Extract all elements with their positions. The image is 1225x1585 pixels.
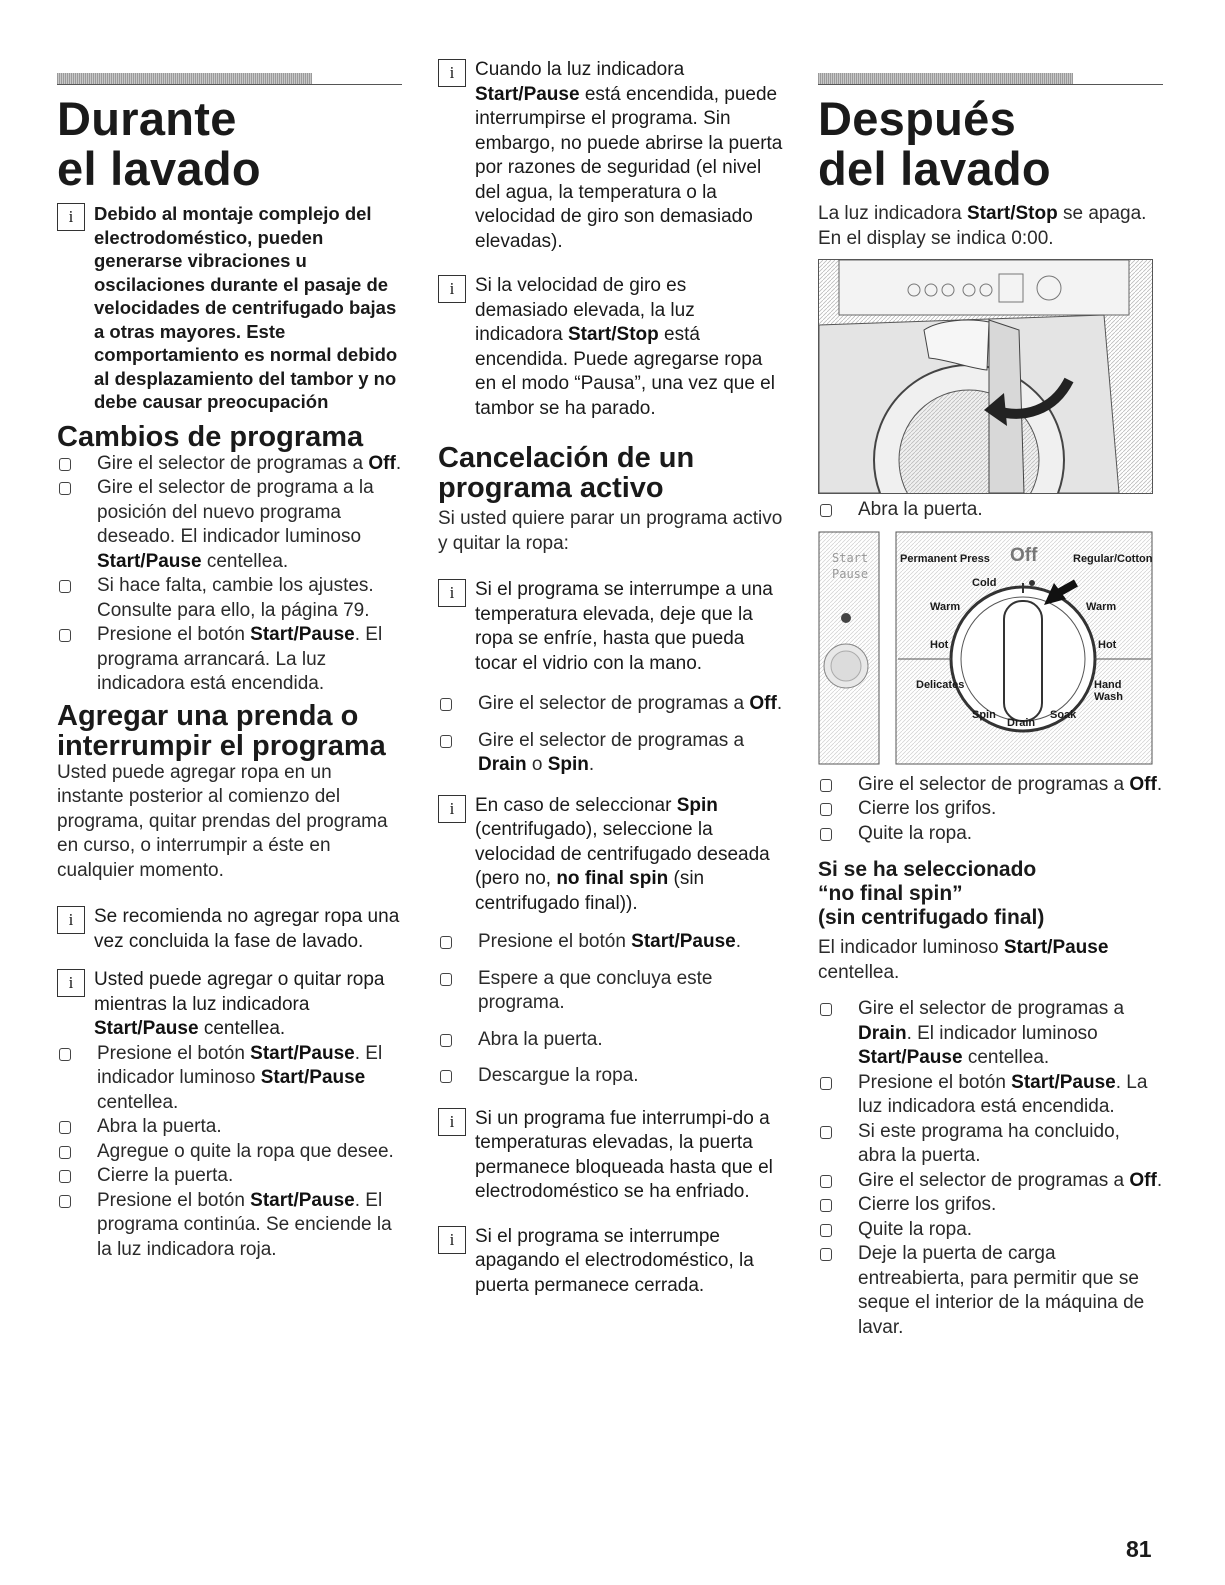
checklist bbox=[818, 773, 1163, 847]
heading-line: programa activo bbox=[438, 472, 664, 504]
info-text: Usted puede agregar o quitar ropa mientras la luz indicadora bbox=[94, 969, 385, 1015]
list-item: Abra la puerta. bbox=[818, 498, 1163, 523]
list-item: Si este programa ha concluido, abra la puerta. bbox=[818, 1120, 1163, 1169]
checkbox-icon bbox=[59, 1170, 71, 1183]
info-note bbox=[57, 968, 402, 1042]
page-number: 81 bbox=[1126, 1536, 1152, 1562]
info-text-bold: Spin bbox=[676, 794, 718, 816]
checkbox-icon bbox=[440, 698, 452, 711]
checkbox-icon bbox=[59, 629, 71, 642]
agregar-intro: Usted puede agregar ropa en un instante posterior al comienzo del programa, quitar prendas del programa en curso, o interrumpir a éste en cualquier momento. bbox=[57, 761, 388, 881]
checkbox-icon bbox=[59, 1048, 71, 1061]
heading-line: interrumpir el programa bbox=[57, 729, 386, 762]
info-text: (centrifugado), seleccione la velocidad de centrifugado deseada (pero no, bbox=[475, 819, 770, 889]
dial-label-warm-right: Warm bbox=[1086, 600, 1117, 613]
checkbox-icon bbox=[820, 828, 832, 841]
checkbox-icon bbox=[440, 735, 452, 748]
title-line: Durante bbox=[57, 92, 237, 145]
heading-line: Agregar una prenda o bbox=[57, 699, 359, 732]
list-item: Cierre la puerta. bbox=[57, 1164, 402, 1189]
intro-text: se apaga. bbox=[1057, 203, 1147, 224]
dial-label-off: Off bbox=[1010, 544, 1038, 566]
list-item: Gire el selector de programas a Off. bbox=[57, 452, 402, 477]
dial-label-cold: Cold bbox=[972, 576, 997, 589]
list-item: Gire el selector de programas a Off. bbox=[438, 692, 783, 717]
list-item: Cierre los grifos. bbox=[818, 797, 1163, 822]
list-item: Quite la ropa. bbox=[818, 1218, 1163, 1243]
list-item: Agregue o quite la ropa que desee. bbox=[57, 1140, 402, 1165]
info-text: Cuando la luz indicadora bbox=[475, 59, 685, 80]
intro-text-bold: Start/Stop bbox=[966, 203, 1058, 224]
checkbox-icon bbox=[820, 1003, 832, 1016]
cancel-intro: Si usted quiere parar un programa activo y quitar la ropa: bbox=[438, 508, 783, 554]
heading-line: Cancelación de un bbox=[438, 442, 695, 474]
checkbox-icon bbox=[820, 1126, 832, 1139]
info-note bbox=[57, 905, 402, 954]
list-item: Gire el selector de programas a Drain. El indicador luminoso Start/Pause centellea. bbox=[818, 997, 1163, 1071]
list-item: Abra la puerta. bbox=[438, 1028, 783, 1053]
list-item: Cierre los grifos. bbox=[818, 1193, 1163, 1218]
checkbox-icon bbox=[59, 580, 71, 593]
info-text-bold: Start/Pause bbox=[475, 83, 580, 105]
info-text: (sin centrifugado final)). bbox=[475, 868, 705, 914]
title-line: del lavado bbox=[818, 142, 1051, 195]
after-intro bbox=[818, 202, 1163, 251]
section-rule bbox=[818, 70, 1163, 86]
info-icon: i bbox=[438, 1226, 466, 1254]
list-item: Gire el selector de programas a Drain o Spin. bbox=[438, 729, 783, 778]
checklist bbox=[57, 452, 402, 697]
washer-door-illustration bbox=[818, 259, 1153, 494]
info-text: Si la velocidad de giro es demasiado elevada, la luz indicadora bbox=[475, 275, 695, 345]
dial-label-drain: Drain bbox=[1007, 716, 1036, 729]
info-text: Si el programa se interrumpe apagando el electrodoméstico, la puerta permanece cerrada. bbox=[475, 1225, 754, 1296]
checkbox-icon bbox=[820, 1199, 832, 1212]
checklist bbox=[818, 997, 1163, 1340]
info-note bbox=[57, 202, 402, 414]
dial-label-hot-left: Hot bbox=[930, 638, 949, 651]
info-text: Debido al montaje complejo del electrodoméstico, pueden generarse vibraciones u oscilaciones durante el pasaje de velocidades de centrifugado bajas a otras mayores. Este comportamiento es normal debido al desplazamiento del tambor y no debe causar preocupación bbox=[94, 203, 398, 412]
list-item: Si hace falta, cambie los ajustes. Consulte para ello, la página 79. bbox=[57, 574, 402, 623]
info-icon: i bbox=[438, 59, 466, 87]
heading-agregar bbox=[57, 701, 402, 761]
heading-cancelacion bbox=[438, 443, 783, 503]
info-icon: i bbox=[57, 969, 85, 997]
info-text: centellea. bbox=[198, 1018, 286, 1039]
dial-label-delicates: Delicates bbox=[916, 678, 965, 691]
washer-door-drawing bbox=[819, 260, 1152, 493]
intro-text-bold: Start/Pause bbox=[1003, 937, 1109, 958]
list-item: Descargue la ropa. bbox=[438, 1064, 783, 1089]
info-text: Si el programa se interrumpe a una temperatura elevada, deje que la ropa se enfríe, hasta que pueda tocar el vidrio con la mano. bbox=[475, 579, 773, 674]
title-line: el lavado bbox=[57, 142, 261, 195]
checkbox-icon bbox=[820, 1175, 832, 1188]
checkbox-icon bbox=[820, 504, 832, 517]
info-text: está encendida, puede interrumpirse el programa. Sin embargo, no puede abrirse la puerta por razones de seguridad (el nivel del agua, la temperatura o la velocidad de giro son demasiado elevadas). bbox=[475, 83, 783, 252]
dial-label-pause: Pause bbox=[832, 566, 869, 581]
dial-label-permanent-press: Permanent Press bbox=[900, 552, 990, 565]
info-note bbox=[438, 794, 783, 917]
info-text-bold: no final spin bbox=[556, 868, 669, 889]
info-text: En caso de seleccionar bbox=[475, 794, 677, 816]
heading-line: “no final spin” bbox=[818, 882, 963, 905]
dial-label-regular-cotton: Regular/Cotton bbox=[1073, 552, 1153, 565]
list-item: Presione el botón Start/Pause. bbox=[438, 930, 783, 955]
info-text: está encendida. Puede agregarse ropa en el modo “Pausa”, una vez que el tambor se ha parado. bbox=[475, 324, 775, 419]
dial-label-start: Start bbox=[832, 550, 869, 565]
checkbox-icon bbox=[59, 1195, 71, 1208]
title-line: Después bbox=[818, 92, 1017, 145]
column-middle bbox=[438, 58, 783, 1312]
info-icon: i bbox=[57, 906, 85, 934]
column-left bbox=[57, 60, 402, 1262]
checklist bbox=[438, 930, 783, 1089]
checkbox-icon bbox=[440, 1070, 452, 1083]
info-text-bold: Start/Pause bbox=[94, 1018, 199, 1039]
dial-label-spin: Spin bbox=[972, 708, 996, 721]
info-icon: i bbox=[438, 1108, 466, 1136]
intro-text: centellea. bbox=[818, 961, 900, 983]
list-item: Gire el selector de programa a la posición del nuevo programa deseado. El indicador luminoso Start/Pause centellea. bbox=[57, 476, 402, 574]
program-dial-illustration bbox=[818, 531, 1153, 767]
intro-text: La luz indicadora bbox=[818, 203, 967, 224]
heading-line: (sin centrifugado final) bbox=[818, 906, 1045, 929]
info-text: Si un programa fue interrumpi-do a temperaturas elevadas, la puerta permanece bloqueada hasta que el electrodoméstico se ha enfriado. bbox=[475, 1107, 773, 1202]
checkbox-icon bbox=[440, 936, 452, 949]
info-note bbox=[438, 58, 783, 254]
info-icon: i bbox=[438, 795, 466, 823]
nfs-intro bbox=[818, 936, 1163, 985]
column-right bbox=[818, 60, 1163, 1340]
info-note bbox=[438, 1107, 783, 1205]
dial-label-hand-wash: Hand Wash bbox=[1094, 678, 1123, 703]
info-note bbox=[438, 274, 783, 421]
checkbox-icon bbox=[820, 1224, 832, 1237]
list-item: Gire el selector de programas a Off. bbox=[818, 773, 1163, 798]
checkbox-icon bbox=[820, 779, 832, 792]
dial-label-warm-left: Warm bbox=[930, 600, 961, 613]
heading-no-final-spin bbox=[818, 858, 1163, 930]
checkbox-icon bbox=[59, 1146, 71, 1159]
info-text: Se recomienda no agregar ropa una vez concluida la fase de lavado. bbox=[94, 906, 400, 952]
info-icon: i bbox=[438, 275, 466, 303]
info-icon: i bbox=[438, 579, 466, 607]
heading-line: Si se ha seleccionado bbox=[818, 858, 1037, 881]
checkbox-icon bbox=[820, 1077, 832, 1090]
section-title-durante bbox=[57, 94, 402, 194]
list-item: Presione el botón Start/Pause. La luz indicadora está encendida. bbox=[818, 1071, 1163, 1120]
section-title-despues bbox=[818, 94, 1163, 194]
checkbox-icon bbox=[820, 1248, 832, 1261]
info-note bbox=[438, 578, 783, 676]
info-note bbox=[438, 1225, 783, 1299]
heading-cambios: Cambios de programa bbox=[57, 420, 364, 453]
checklist bbox=[438, 692, 783, 778]
checkbox-icon bbox=[440, 973, 452, 986]
list-item: Presione el botón Start/Pause. El indicador luminoso Start/Pause centellea. bbox=[57, 1042, 402, 1116]
list-item: Espere a que concluya este programa. bbox=[438, 967, 783, 1016]
list-item: Gire el selector de programas a Off. bbox=[818, 1169, 1163, 1194]
checkbox-icon bbox=[440, 1034, 452, 1047]
checkbox-icon bbox=[59, 1121, 71, 1134]
list-item: Presione el botón Start/Pause. El programa arrancará. La luz indicadora está encendida. bbox=[57, 623, 402, 697]
intro-text: En el display se indica 0:00. bbox=[818, 227, 1054, 249]
checkbox-icon bbox=[59, 458, 71, 471]
intro-text: El indicador luminoso bbox=[818, 937, 1004, 958]
list-item: Presione el botón Start/Pause. El programa continúa. Se enciende la la luz indicadora roja. bbox=[57, 1189, 402, 1263]
dial-label-soak: Soak bbox=[1050, 708, 1077, 721]
checklist bbox=[57, 1042, 402, 1263]
dial-label-hot-right: Hot bbox=[1098, 638, 1117, 651]
section-rule bbox=[57, 70, 402, 86]
checkbox-icon bbox=[59, 482, 71, 495]
checkbox-icon bbox=[820, 803, 832, 816]
list-item: Deje la puerta de carga entreabierta, para permitir que se seque el interior de la máquina de lavar. bbox=[818, 1242, 1163, 1340]
info-text-bold: Start/Stop bbox=[567, 324, 659, 345]
list-item: Quite la ropa. bbox=[818, 822, 1163, 847]
checklist bbox=[818, 498, 1163, 523]
info-icon: i bbox=[57, 203, 85, 231]
list-item: Abra la puerta. bbox=[57, 1115, 402, 1140]
